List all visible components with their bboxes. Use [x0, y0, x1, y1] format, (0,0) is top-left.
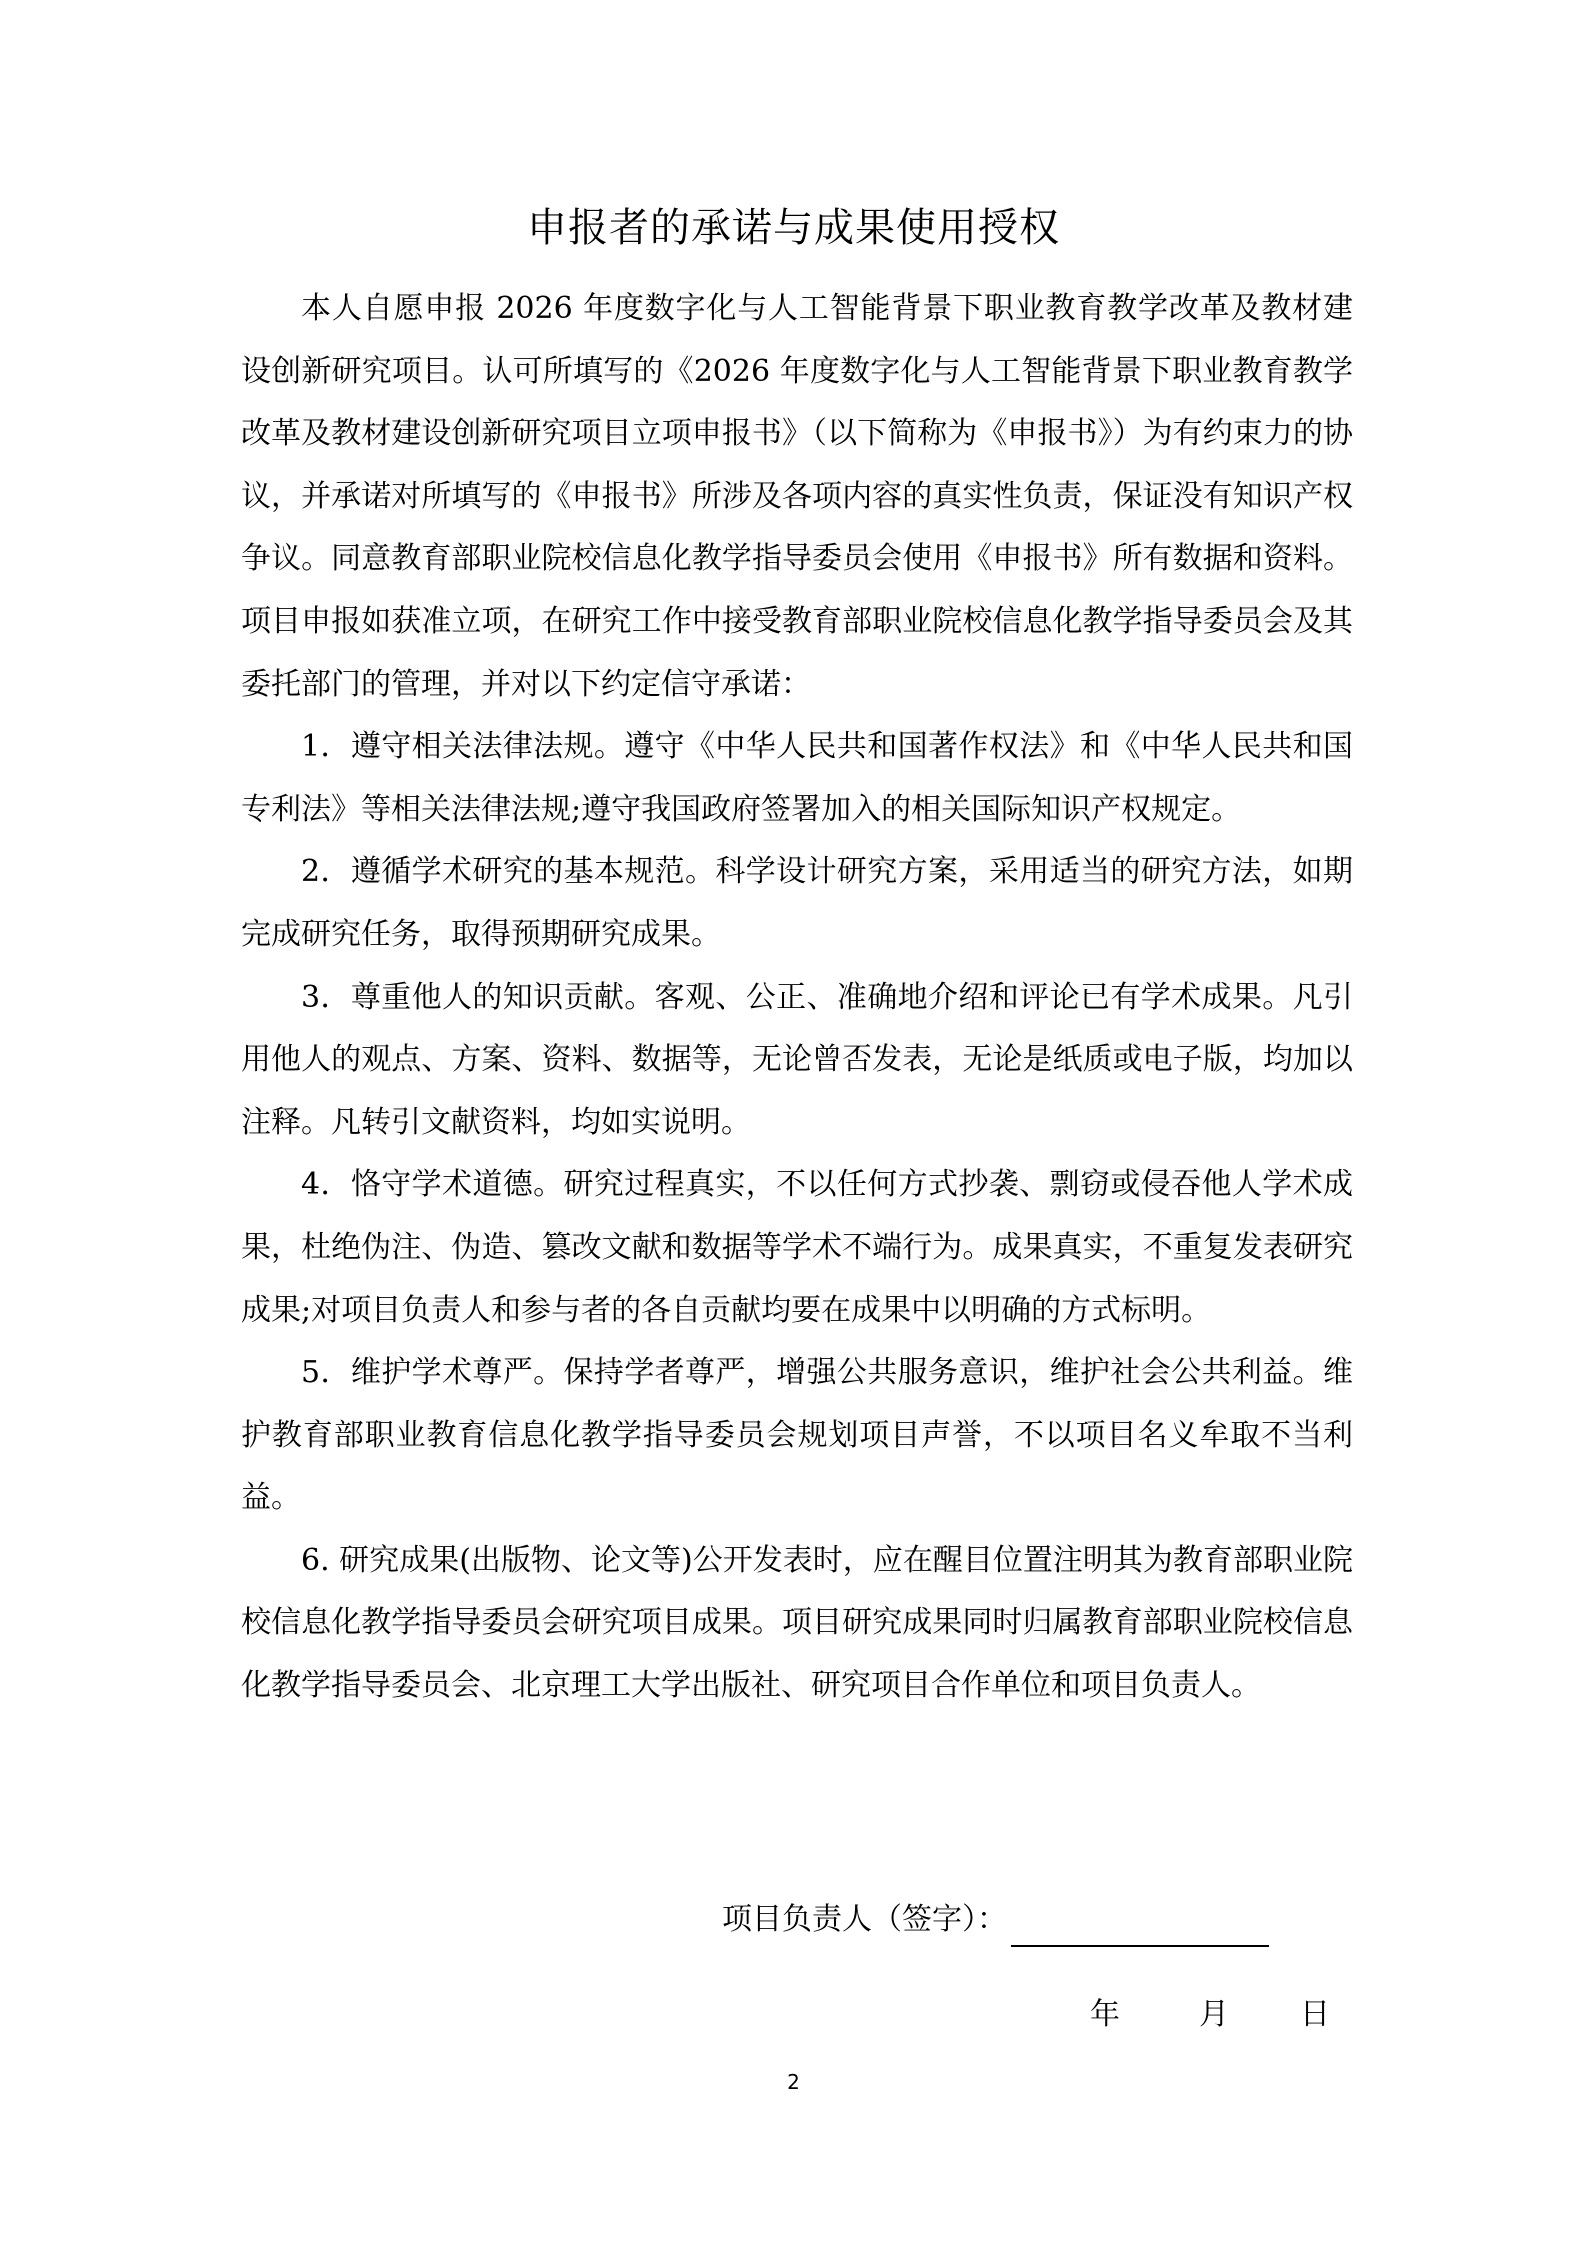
- page-title: 申报者的承诺与成果使用授权: [527, 205, 1060, 251]
- commitment-body: [241, 278, 1353, 1718]
- commitment-item-3: 3．尊重他人的知识贡献。客观、公正、准确地介绍和评论已有学术成果。凡引用他人的观点、方案、资料、数据等，无论曾否发表，无论是纸质或电子版，均加以注释。凡转引文献资料，均如实说明。: [241, 979, 1353, 1140]
- date-year-label: 年: [1090, 1997, 1120, 2032]
- signature-line[interactable]: [1011, 1907, 1269, 1947]
- signature-row: [722, 1893, 1269, 1947]
- commitment-item-5: 5．维护学术尊严。保持学者尊严，增强公共服务意识，维护社会公共利益。维护教育部职业教育信息化教学指导委员会规划项目声誉，不以项目名义牟取不当利益。: [241, 1355, 1353, 1516]
- commitment-item-6: 6. 研究成果(出版物、论文等)公开发表时，应在醒目位置注明其为教育部职业院校信息化教学指导委员会研究项目成果。项目研究成果同时归属教育部职业院校信息化教学指导委员会、北京理工大学出版社、研究项目合作单位和项目负责人。: [241, 1542, 1353, 1704]
- commitment-item-4: 4．恪守学术道德。研究过程真实，不以任何方式抄袭、剽窃或侵吞他人学术成果，杜绝伪注、伪造、篡改文献和数据等学术不端行为。成果真实，不重复发表研究成果;对项目负责人和参与者的各自贡献均要在成果中以明确的方式标明。: [241, 1167, 1353, 1328]
- commitment-item-1: 1．遵守相关法律法规。遵守《中华人民共和国著作权法》和《中华人民共和国专利法》等相关法律法规;遵守我国政府签署加入的相关国际知识产权规定。: [241, 729, 1353, 827]
- page-number: 2: [787, 2070, 800, 2094]
- signature-label: 项目负责人（签字）：: [722, 1902, 1007, 1937]
- date-month-label: 月: [1199, 1997, 1229, 2032]
- commitment-item-2: 2．遵循学术研究的基本规范。科学设计研究方案，采用适当的研究方法，如期完成研究任务，取得预期研究成果。: [241, 854, 1353, 952]
- intro-paragraph: 本人自愿申报 2026 年度数字化与人工智能背景下职业教育教学改革及教材建设创新研究项目。认可所填写的《2026 年度数字化与人工智能背景下职业教育教学改革及教材建设创新研究项目立项申报书》（以下简称为《申报书》）为有约束力的协议，并承诺对所填写的《申报书》所涉及各项内容的真实性负责，保证没有知识产权争议。同意教育部职业院校信息化教学指导委员会使用《申报书》所有数据和资料。项目申报如获准立项，在研究工作中接受教育部职业院校信息化教学指导委员会及其委托部门的管理，并对以下约定信守承诺：: [241, 291, 1353, 702]
- date-day-label: 日: [1300, 1997, 1330, 2032]
